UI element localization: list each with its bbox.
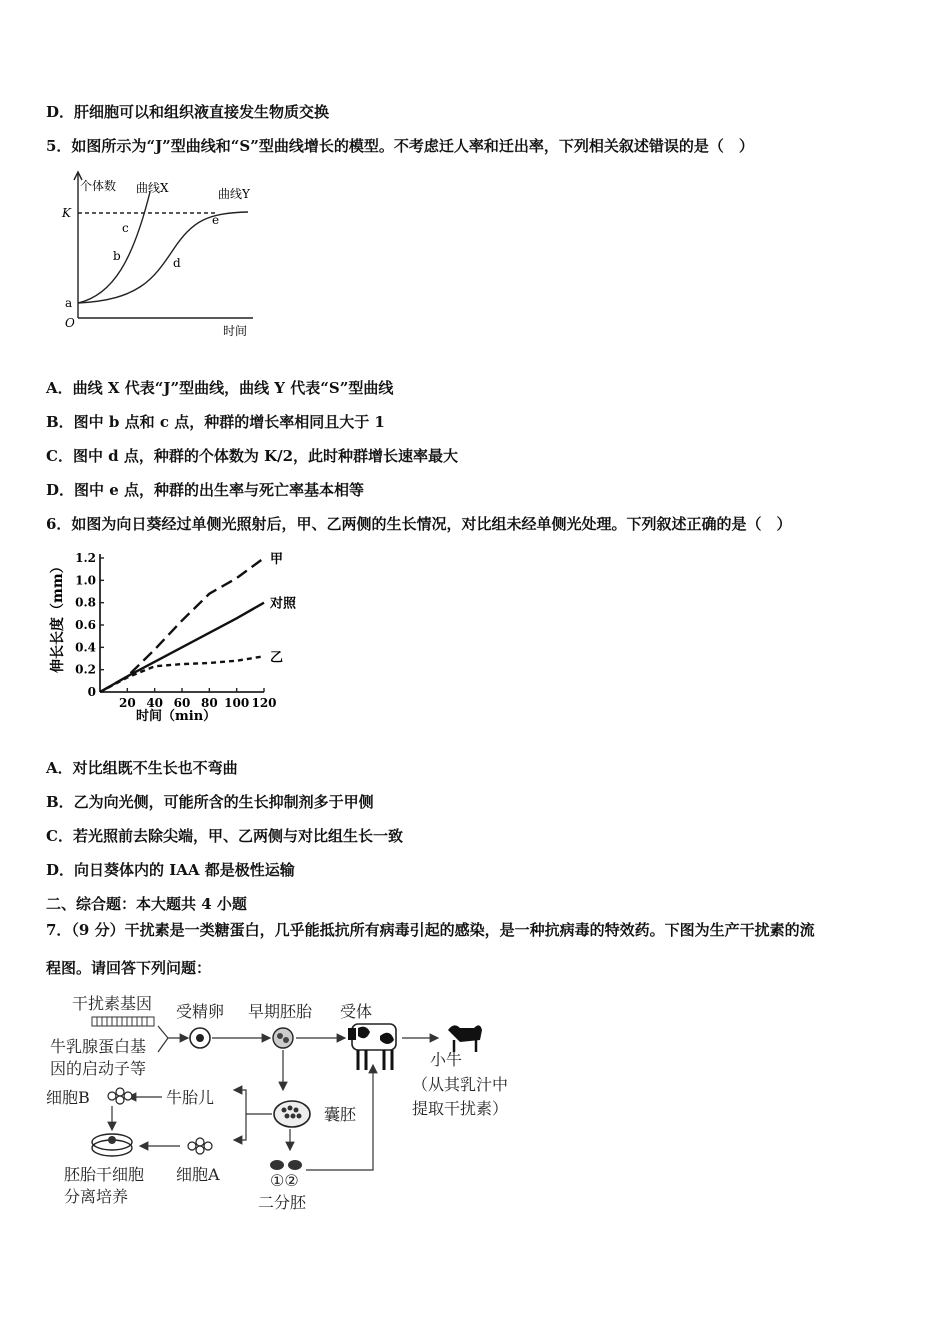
fetus-label: 牛胎儿: [166, 1088, 215, 1107]
series-label: 甲: [270, 552, 284, 567]
split-embryo-icon: [270, 1160, 302, 1170]
culture-label-2: 分离培养: [64, 1187, 129, 1206]
k-label: K: [62, 206, 71, 220]
q5-option-a: A．曲线 X 代表“J”型曲线，曲线 Y 代表“S”型曲线: [46, 379, 394, 397]
y-tick-label: 0: [87, 685, 96, 699]
chart-y-label: 伸长长度（mm）: [50, 559, 66, 673]
calf-note-2: 提取干扰素）: [412, 1099, 509, 1118]
cell-a-label: 细胞A: [176, 1165, 220, 1184]
q5-option-d: D．图中 e 点，种群的出生率与死亡率基本相等: [46, 481, 364, 499]
x-tick-label: 60: [173, 696, 191, 710]
q6-option-c: C．若光照前去除尖端，甲、乙两侧与对比组生长一致: [46, 827, 403, 845]
q6-elongation-chart: [44, 548, 304, 728]
q6-option-a: A．对比组既不生长也不弯曲: [46, 759, 238, 777]
curve-x: [78, 192, 150, 303]
fertilized-egg-label: 受精卵: [176, 1002, 225, 1021]
x-tick-label: 40: [146, 696, 164, 710]
recipient-label: 受体: [340, 1002, 373, 1021]
gene-bar-icon: [92, 1017, 154, 1026]
q5-growth-curve-figure: [58, 170, 268, 345]
point-c: c: [122, 221, 129, 235]
q5-stem: 5．如图所示为“J”型曲线和“S”型曲线增长的模型。不考虑迁人率和迁出率，下列相关叙述错误的是（ ）: [46, 137, 754, 155]
point-b: b: [113, 249, 121, 263]
point-d: d: [173, 256, 181, 270]
x-tick-label: 20: [118, 696, 136, 710]
y-tick-label: 0.6: [75, 618, 96, 632]
q7-stem-line2: 程图。请回答下列问题：: [46, 959, 212, 977]
petri-dish-icon: [92, 1134, 132, 1156]
point-a: a: [65, 296, 73, 310]
x-tick-label: 100: [224, 696, 250, 710]
curve-y-label: 曲线Y: [218, 187, 250, 201]
culture-label-1: 胚胎干细胞: [64, 1165, 145, 1184]
calf-icon: [448, 1025, 482, 1052]
y-axis-label: 个体数: [80, 179, 117, 193]
blastocyst-label: 囊胚: [324, 1105, 357, 1124]
early-embryo-icon: [273, 1028, 293, 1048]
curve-x-label: 曲线X: [136, 181, 169, 195]
y-tick-label: 0.2: [75, 662, 96, 677]
split-numbers: ①②: [270, 1171, 299, 1190]
cell-b-label: 细胞B: [46, 1088, 90, 1107]
y-tick-label: 0.4: [75, 640, 96, 655]
series-line-乙: [100, 656, 264, 692]
q7-stem-line1: 7．（9 分）干扰素是一类糖蛋白，几乎能抵抗所有病毒引起的感染，是一种抗病毒的特效药。下图为生产干扰素的流: [46, 921, 815, 939]
x-axis-label: 时间: [223, 324, 248, 338]
calf-note-1: （从其乳汁中: [412, 1075, 509, 1094]
promoter-label-2: 因的启动子等: [50, 1059, 147, 1078]
q5-option-c: C．图中 d 点，种群的个体数为 K/2，此时种群增长速率最大: [46, 447, 459, 465]
cell-a-icon: [188, 1138, 212, 1154]
join-bracket: [158, 1026, 168, 1052]
origin-label: O: [65, 316, 75, 330]
gene-label: 干扰素基因: [72, 994, 153, 1013]
q6-option-d: D．向日葵体内的 IAA 都是极性运输: [46, 861, 295, 879]
cell-b-icon: [108, 1088, 132, 1104]
y-tick-label: 1.0: [75, 573, 96, 588]
series-label: 对照: [270, 596, 297, 612]
x-tick-label: 80: [200, 696, 218, 710]
y-tick-label: 1.2: [75, 551, 96, 565]
cow-icon: [348, 1024, 396, 1070]
q6-stem: 6．如图为向日葵经过单侧光照射后，甲、乙两侧的生长情况，对比组未经单侧光处理。下列叙述正确的是（ ）: [46, 515, 792, 533]
point-e: e: [212, 213, 220, 227]
q4-option-d: D．肝细胞可以和组织液直接发生物质交换: [46, 103, 330, 121]
q5-option-b: B．图中 b 点和 c 点，种群的增长率相同且大于 1: [46, 413, 385, 431]
chart-x-label: 时间（min）: [136, 709, 217, 724]
x-tick-label: 120: [251, 696, 277, 710]
early-embryo-label: 早期胚胎: [248, 1002, 313, 1021]
calf-label: 小牛: [430, 1050, 463, 1069]
promoter-label-1: 牛乳腺蛋白基: [50, 1037, 147, 1056]
q7-interferon-flowchart: [40, 990, 530, 1220]
y-tick-label: 0.8: [75, 595, 96, 610]
series-line-甲: [100, 558, 264, 692]
split-embryo-label: 二分胚: [258, 1193, 307, 1212]
section-2-heading: 二、综合题：本大题共 4 小题: [46, 895, 247, 913]
series-label: 乙: [270, 650, 284, 666]
q6-option-b: B．乙为向光侧，可能所含的生长抑制剂多于甲侧: [46, 793, 374, 811]
